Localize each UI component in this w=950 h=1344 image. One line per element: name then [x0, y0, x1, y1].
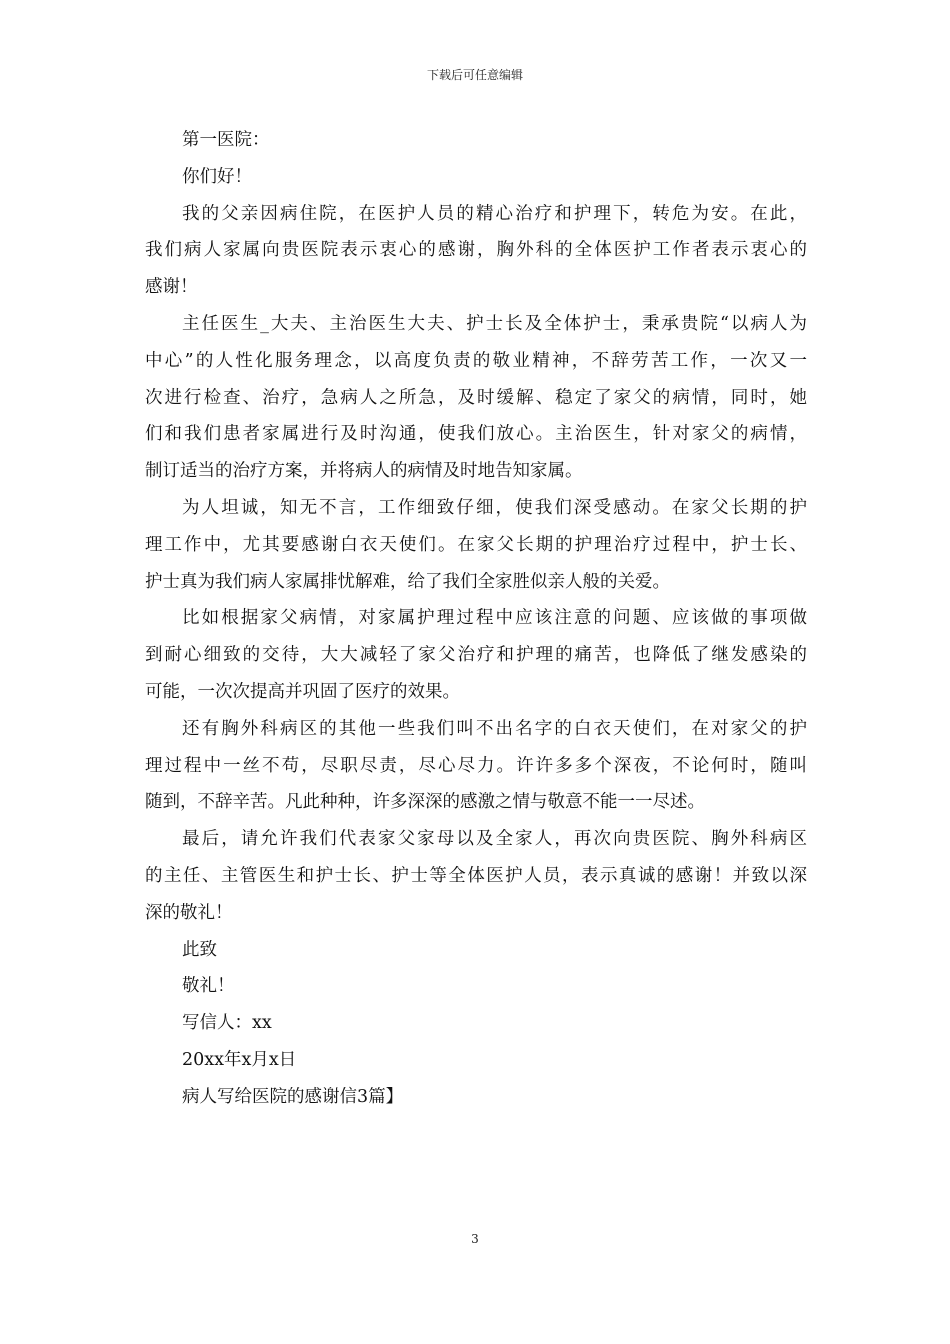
paragraph-line: 可能，一次次提高并巩固了医疗的效果。 [145, 681, 460, 702]
paragraph-line: 理工作中，尤其要感谢白衣天使们。在家父长期的护理治疗过程中，护士长、 [145, 534, 807, 555]
salutation: 第一医院： [182, 130, 270, 150]
paragraph-line: 制订适当的治疗方案，并将病人的病情及时地告知家属。 [145, 461, 583, 482]
paragraph-2 [145, 306, 807, 490]
paragraph-line: 比如根据家父病情，对家属护理过程中应该注意的问题、应该做的事项做 [182, 608, 807, 629]
page-number: 3 [471, 1232, 479, 1246]
paragraph-1 [145, 196, 807, 306]
page-header-note: 下载后可任意编辑 [426, 68, 523, 82]
paragraph-line: 理过程中一丝不苟，尽职尽责，尽心尽力。许许多多个深夜，不论何时，随叫 [145, 755, 807, 776]
closing-line: 此致 [182, 939, 217, 960]
paragraph-6 [145, 821, 807, 931]
next-section-title: 病人写给医院的感谢信3篇】 [182, 1086, 404, 1107]
paragraph-line: 中心”的人性化服务理念，以高度负责的敬业精神，不辞劳苦工作，一次又一 [145, 350, 807, 371]
paragraph-line: 感谢！ [145, 277, 198, 298]
paragraph-line: 我的父亲因病住院，在医护人员的精心治疗和护理下，转危为安。在此， [182, 203, 807, 224]
letter-body [145, 122, 807, 1116]
paragraph-line: 我们病人家属向贵医院表示衷心的感谢，胸外科的全体医护工作者表示衷心的 [145, 240, 807, 261]
paragraph-3 [145, 490, 807, 600]
greeting: 你们好！ [182, 166, 252, 187]
regards-line: 敬礼！ [182, 976, 235, 997]
paragraph-4 [145, 600, 807, 710]
paragraph-line: 随到，不辞辛苦。凡此种种，许多深深的感激之情与敬意不能一一尽述。 [145, 792, 705, 813]
paragraph-line: 们和我们患者家属进行及时沟通，使我们放心。主治医生，针对家父的病情， [145, 424, 807, 445]
paragraph-line: 护士真为我们病人家属排忧解难，给了我们全家胜似亲人般的关爱。 [145, 571, 670, 592]
paragraph-line: 深的敬礼！ [145, 902, 233, 923]
paragraph-line: 的主任、主管医生和护士长、护士等全体医护人员，表示真诚的感谢！并致以深 [145, 865, 807, 886]
paragraph-5 [145, 711, 807, 821]
paragraph-line: 次进行检查、治疗，急病人之所急，及时缓解、稳定了家父的病情，同时，她 [145, 387, 807, 408]
date-line: 20xx年x月x日 [182, 1049, 297, 1070]
paragraph-line: 还有胸外科病区的其他一些我们叫不出名字的白衣天使们，在对家父的护 [182, 718, 807, 739]
paragraph-line: 为人坦诚，知无不言，工作细致仔细，使我们深受感动。在家父长期的护 [182, 497, 807, 518]
signature-line: 写信人：xx [182, 1013, 272, 1034]
paragraph-line: 最后，请允许我们代表家父家母以及全家人，再次向贵医院、胸外科病区 [182, 829, 807, 850]
paragraph-line: 到耐心细致的交待，大大减轻了家父治疗和护理的痛苦，也降低了继发感染的 [145, 645, 807, 666]
paragraph-line: 主任医生_大夫、主治医生大夫、护士长及全体护士，秉承贵院“以病人为 [182, 313, 807, 334]
